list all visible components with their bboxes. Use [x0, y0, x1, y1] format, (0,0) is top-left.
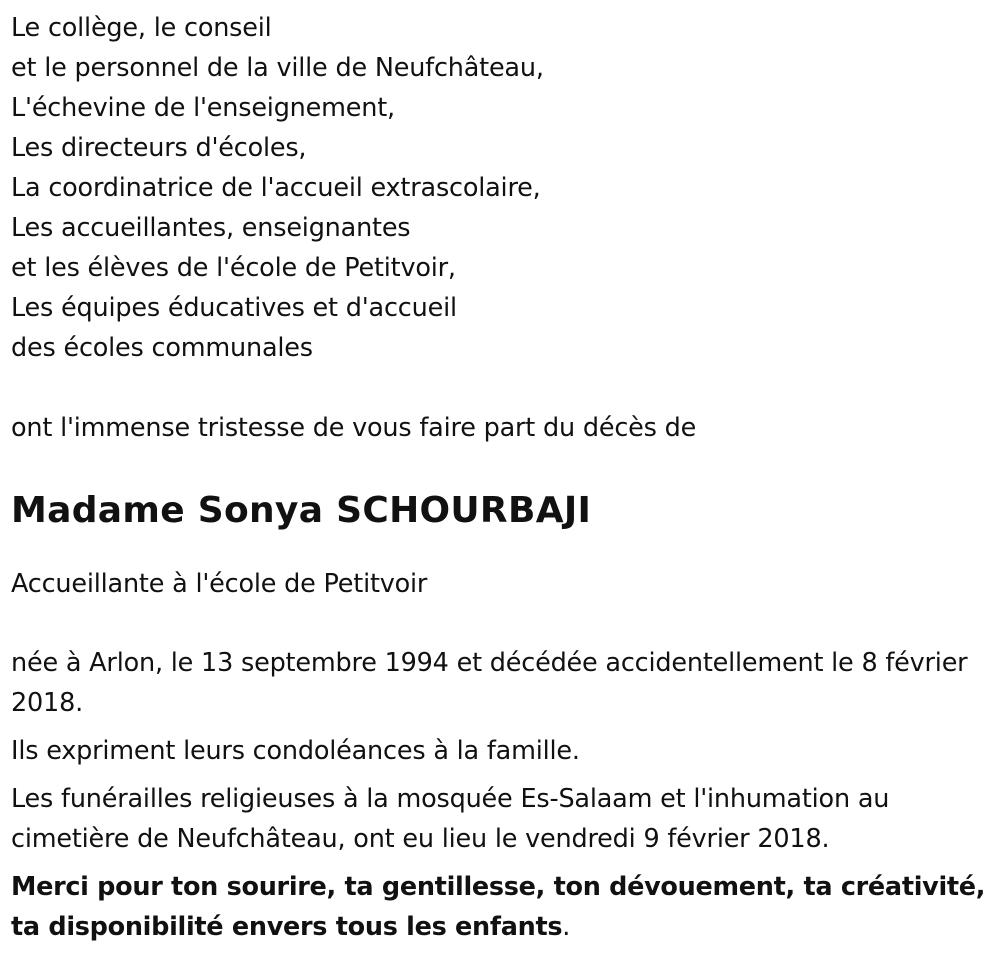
- intro-line: Les équipes éducatives et d'accueil: [11, 293, 457, 323]
- funeral-paragraph: Les funérailles religieuses à la mosquée Es-Salaam et l'inhumation au cimetière de Neufchâteau, ont eu lieu le vendredi 9 février 2018.: [11, 784, 890, 854]
- announcement-text: ont l'immense tristesse de vous faire part du décès de: [11, 413, 697, 443]
- obituary-notice: [11, 8, 986, 947]
- intro-block: [11, 8, 986, 368]
- intro-line: des écoles communales: [11, 333, 313, 363]
- closing-bold-text: Merci pour ton sourire, ta gentillesse, ton dévouement, ta créativité, ta disponibilité envers tous les enfants: [11, 872, 986, 942]
- intro-line: La coordinatrice de l'accueil extrascolaire,: [11, 173, 541, 203]
- intro-line: Les directeurs d'écoles,: [11, 133, 307, 163]
- condolences-paragraph: Ils expriment leurs condoléances à la famille.: [11, 736, 580, 766]
- closing-message: [11, 867, 986, 947]
- deceased-name: Madame Sonya SCHOURBAJI: [11, 490, 592, 531]
- spacer: [11, 368, 986, 408]
- closing-end-punctuation: .: [562, 912, 571, 942]
- birth-death-paragraph: née à Arlon, le 13 septembre 1994 et décédée accidentellement le 8 février 2018.: [11, 648, 968, 718]
- deceased-role: Accueillante à l'école de Petitvoir: [11, 569, 428, 599]
- intro-line: Le collège, le conseil: [11, 13, 272, 43]
- intro-line: et le personnel de la ville de Neufchâteau,: [11, 53, 544, 83]
- intro-line: L'échevine de l'enseignement,: [11, 93, 395, 123]
- intro-line: Les accueillantes, enseignantes: [11, 213, 411, 243]
- intro-line: et les élèves de l'école de Petitvoir,: [11, 253, 456, 283]
